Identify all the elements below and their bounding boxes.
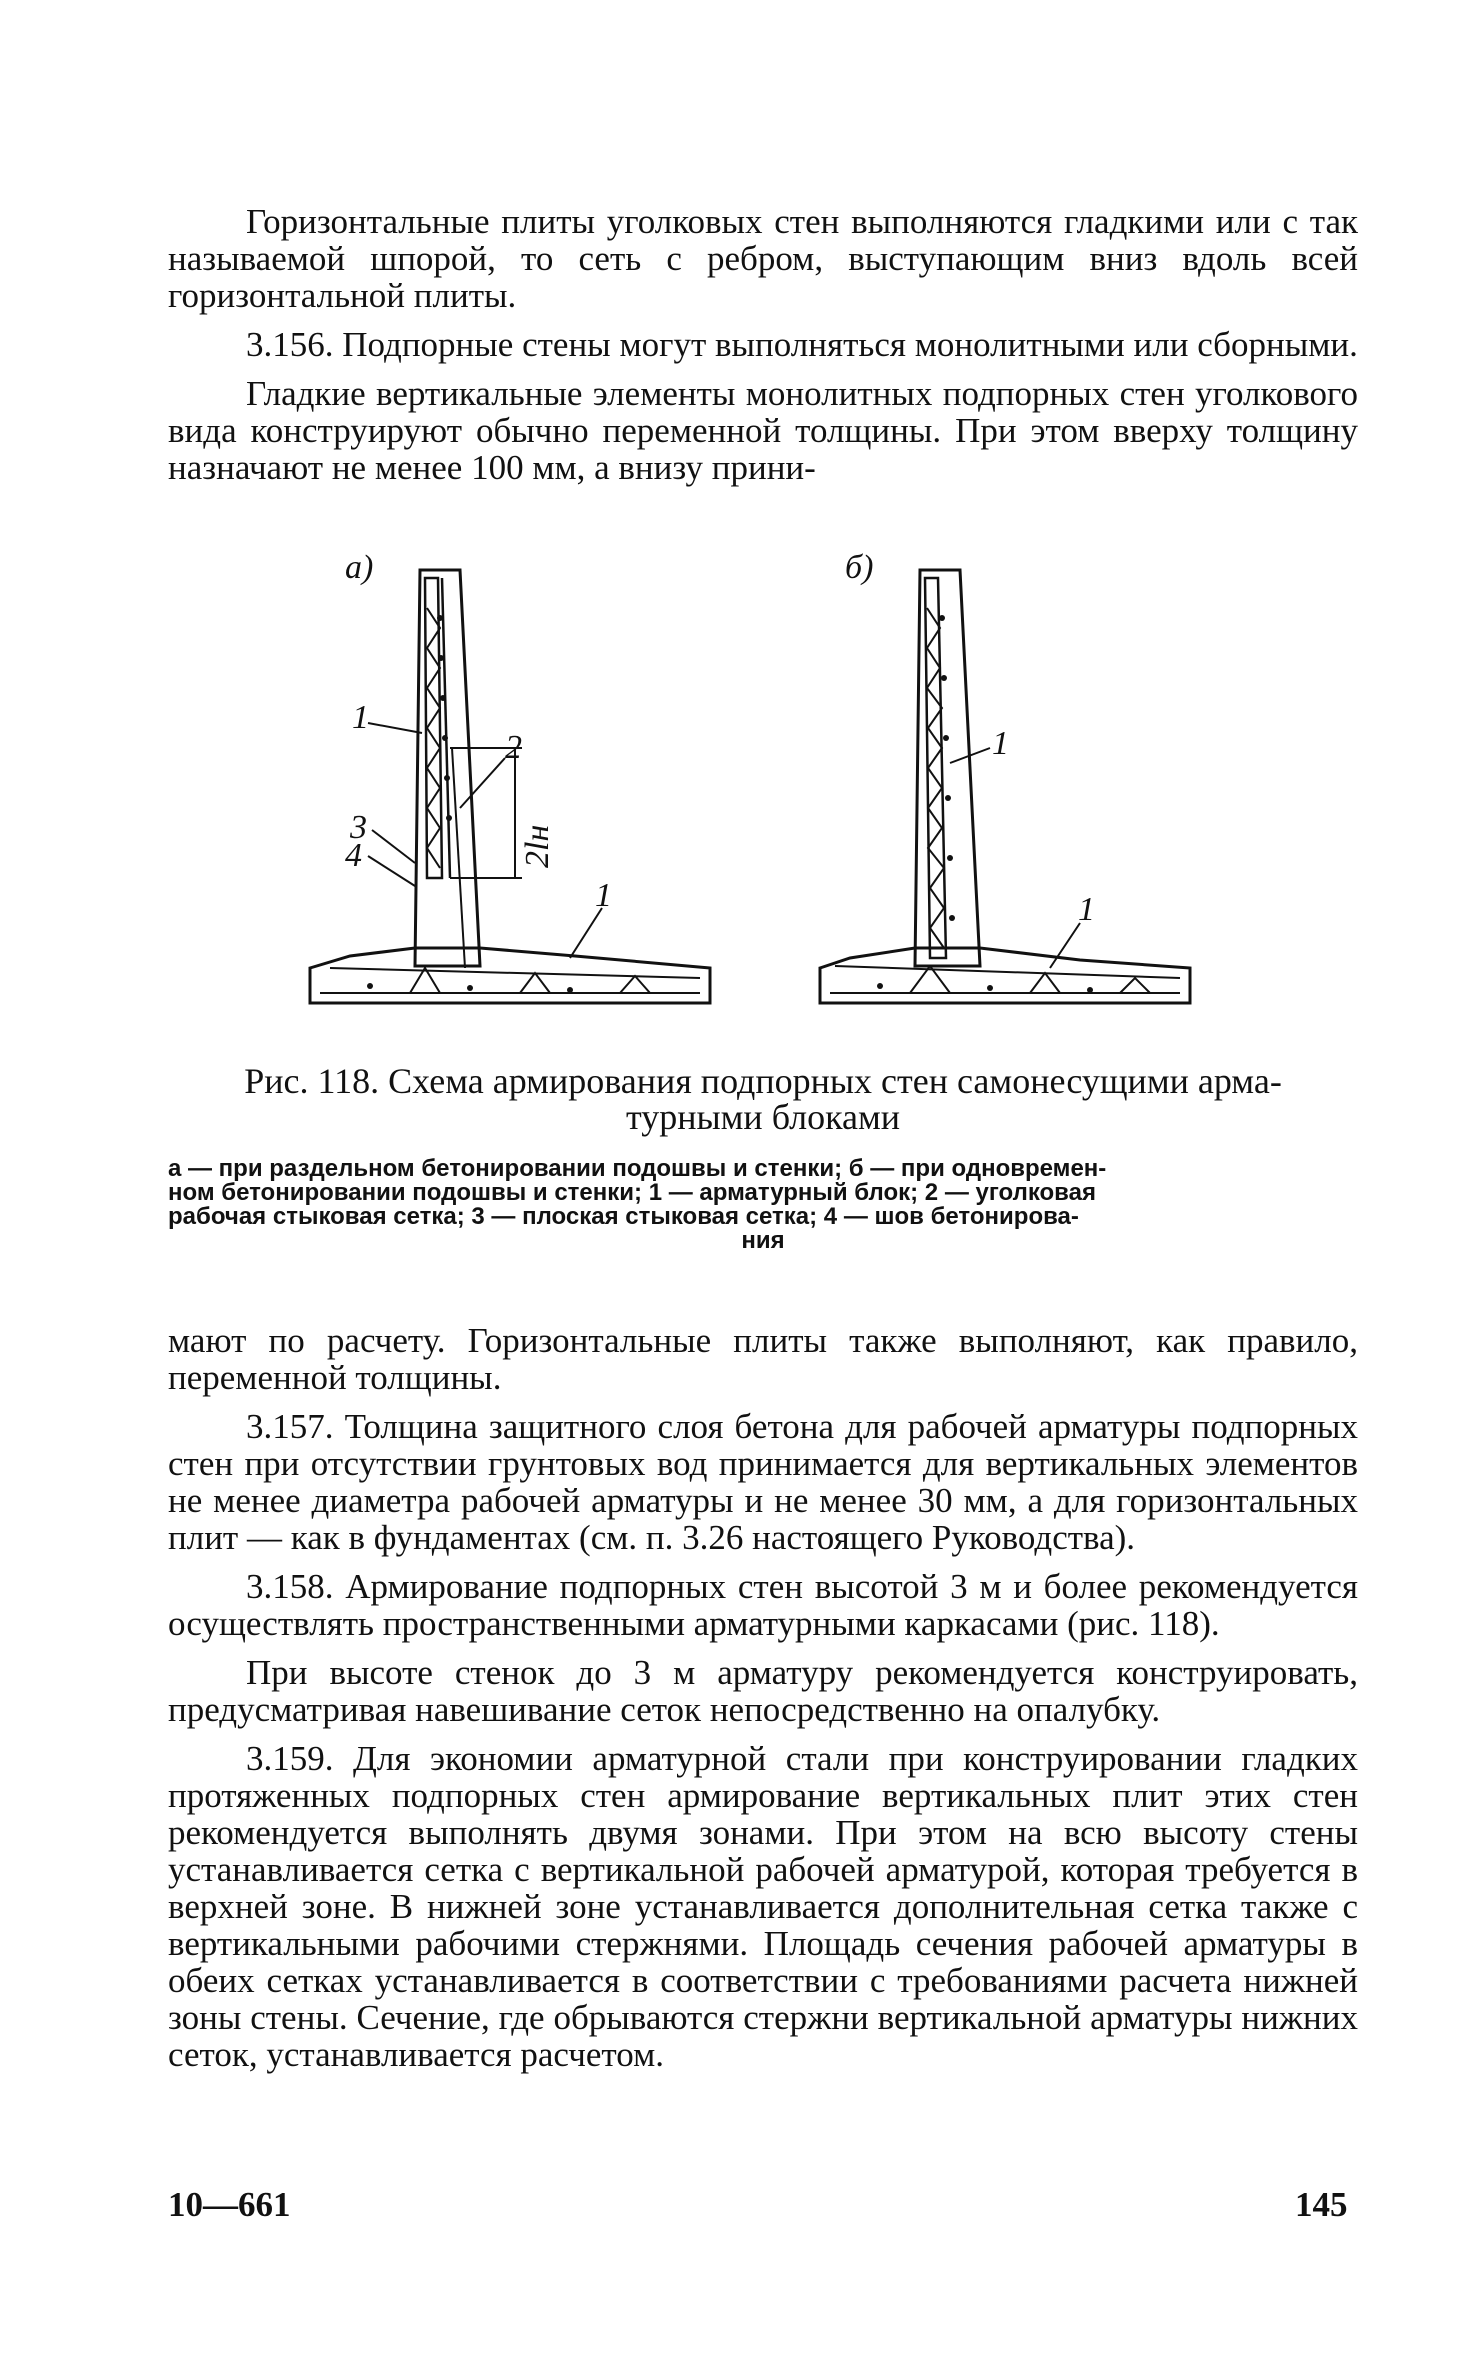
paragraph: Гладкие вертикальные элементы монолитных подпорных стен уголкового вида конструируют обычно переменной толщины. При этом вверху толщину назначают не менее 100 мм, а внизу прини- [168,374,1358,487]
caption-title-line: турными блоками [625,1097,901,1137]
callout-a-3: 3 [350,809,367,846]
dimension-a: 2lн [519,824,556,868]
wall-a-rebar [442,578,450,878]
legend-line: ном бетонировании подошвы и стенки; 1 — арматурный блок; 2 — уголковая [168,1179,1096,1206]
callout-b-1: 1 [992,725,1009,762]
leader-b [1050,923,1080,968]
legend-line: а — при раздельном бетонировании подошвы и стенки; б — при одновремен- [168,1155,1107,1182]
body-text-block [168,1322,1358,2073]
figure-caption [168,1063,1358,1253]
leader-a [368,723,422,733]
callout-a-4: 4 [345,837,362,874]
top-text-block [168,203,1358,486]
label-b: б) [845,549,874,586]
paragraph: При высоте стенок до 3 м арматуру рекомендуется конструировать, предусматривая навешивание сеток непосредственно на опалубку. [168,1653,1358,1729]
callout-a-2: 2 [505,729,522,766]
leader-a [460,758,505,808]
paragraph: мают по расчету. Горизонтальные плиты также выполняют, как правило, переменной толщины. [168,1321,1358,1397]
leader-a [368,856,415,886]
paragraph: 3.157. Толщина защитного слоя бетона для рабочей арматуры подпорных стен при отсутствии грунтовых вод принимается для вертикальных элементов не менее диаметра рабочей арматуры и не менее 30 мм, а для горизонтальных плит — как в фундаментах (см. п. 3.26 настоящего Руководства). [168,1407,1358,1557]
legend-line: ния [741,1227,785,1254]
retaining-wall-figure [290,548,1250,1028]
page-number: 145 [1295,2185,1348,2224]
paragraph: 3.159. Для экономии арматурной стали при конструировании гладких протяженных подпорных стен армирование вертикальных плит этих стен рекомендуется выполнять двумя зонами. При этом на всю высоту стены устанавливается сетка с вертикальной рабочей арматурой, которая требуется в верхней зоне. В нижней зоне устанавливается дополнительная сетка также с вертикальными рабочими стержнями. Площадь сечения рабочей арматуры в обеих сетках устанавливается в соответствии с требованиями расчета нижней зоны стены. Сечение, где обрываются стержни вертикальной арматуры нижних сеток, устанавливается расчетом. [168,1739,1358,2074]
base-b-top-rebar [835,966,1180,978]
caption-legend [168,1157,1358,1253]
callout-a-1: 1 [352,699,369,736]
label-a: а) [345,549,374,586]
paragraph: 3.156. Подпорные стены могут выполняться монолитными или сборными. [246,325,1358,364]
paragraph: 3.158. Армирование подпорных стен высотой 3 м и более рекомендуется осуществлять пространственными арматурными каркасами (рис. 118). [168,1567,1358,1643]
legend-line: рабочая стыковая сетка; 3 — плоская стыковая сетка; 4 — шов бетонирова- [168,1203,1079,1230]
callout-a-1b: 1 [595,877,612,914]
caption-title [168,1063,1358,1135]
leader-a [372,830,415,863]
printer-signature: 10—661 [168,2185,291,2224]
base-a-outline [310,948,710,1003]
wall-a-joint [452,748,465,968]
callout-b-1b: 1 [1078,891,1095,928]
base-a-top-rebar [330,968,700,978]
leader-a [570,908,602,958]
paragraph: Горизонтальные плиты уголковых стен выполняются гладкими или с так называемой шпорой, то сеть с ребром, выступающим вниз вдоль всей горизонтальной плиты. [168,202,1358,315]
caption-title-line: Рис. 118. Схема армирования подпорных стен самонесущими арма- [244,1061,1282,1101]
